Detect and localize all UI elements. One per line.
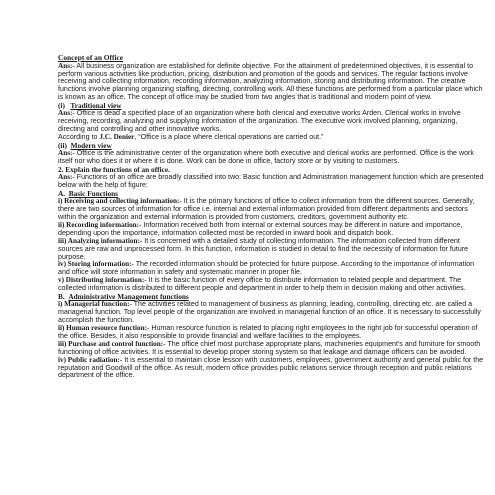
basic-function-item-text: It is concerned with a detailed study of collecting information. The information collected from different sources are raw and unprocessed form. In this function, information is studied in detail to find the necessity of information for future purpose.: [58, 236, 469, 261]
intro-text: All business organization are established for definite objective. For the attainment of predetermined objectives, it is essential to perform various activities like production, pricing, distribution and promotion of the goods and services. The regular factions involve receiving and collecting information, recording information, analyzing information, storing and distributing information. The creative functions involve planning organizing staffing, directing, controlling work. All these functions are performed from a particular place which is known as an office. The concept of office may be studied from two angles that is traditional and modern point of view.: [58, 61, 483, 102]
traditional-heading-text: Traditional view: [70, 101, 122, 111]
basic-function-item-text: It is the primary functions of office to collect information from the different sources. Generally, there are two sources of information for office i.e. internal and external information provided from different departments and sectors within the organization and external information is provided from customers, creditors, government authority etc.: [58, 197, 475, 221]
modern-heading-text: Modern view: [70, 140, 112, 150]
basic-function-item: [58, 238, 486, 262]
modern-paragraph: [58, 150, 486, 166]
admin-function-item: [58, 341, 486, 357]
basic-function-item-text: It is the basic function of every office to distribute information to related people and department. The collected information is distributed to different people and department in order to help them in decision making and other activities.: [58, 276, 466, 293]
document-page: [58, 54, 486, 486]
admin-function-item-label: i) Managerial function:-: [58, 300, 132, 309]
question2-paragraph: [58, 174, 486, 190]
quote-prefix: According to: [58, 133, 100, 142]
basic-function-item-label: i) Receiving and collecting information:-: [58, 197, 182, 206]
basic-function-item: [58, 277, 486, 293]
intro-paragraph: [58, 63, 486, 103]
basic-function-item-label: v) Distributing information:-: [58, 276, 147, 285]
question2-text: Functions of an office are broadly classified into two: Basic function and Administration management function which are presented below with the help of figure:: [58, 173, 484, 190]
concept-title-text: Concept of an Office: [58, 54, 124, 62]
admin-function-item-label: iii) Purchase and control function:-: [58, 339, 166, 348]
admin-function-item: [58, 357, 486, 381]
traditional-text: Office is dead a specified place of an organization where both clerical and executive works Arden. Clerical works in involve receiving, recording, analyzing and supplying information of the organization. The executive work involved planning, organizing, directing and controlling and other innovative works.: [58, 109, 461, 134]
admin-function-item-label: ii) Human resource function:-: [58, 323, 150, 332]
admin-function-item-text: The office chief most purchase appropriate plans, machineries equipment's and furniture for smooth functioning of office activities. It is essential to develop proper storing system so that leakage and damage officers can be avoided.: [58, 339, 481, 356]
admin-function-item-label: iv) Public radiation:-: [58, 355, 123, 364]
basic-functions-list: [58, 198, 486, 293]
modern-num: (ii): [58, 140, 67, 150]
traditional-num: (i): [58, 101, 65, 111]
basic-function-item-label: ii) Recording information:-: [58, 220, 142, 229]
section-a-heading-text: Basic Functions: [68, 188, 119, 198]
admin-function-item-text: The activities related to management of business as planning, leading, controlling, directing etc. are called a managerial function. Top level people of the organization are involved in managerial function of an office. It is necessary to successfully accomplish the function.: [58, 300, 481, 325]
basic-function-item: [58, 198, 486, 222]
question2-heading-text: 2. Explain the functions of an office.: [58, 164, 170, 174]
admin-function-item: [58, 301, 486, 325]
modern-text: Office is the administrative center of the organization where both executive and clerical works are performed. Office is the work itself nor who does it or where it is done. Work can be done in office, factory store or by visiting to customers.: [58, 149, 474, 166]
basic-function-item-label: iv) Storing information:-: [58, 260, 134, 269]
admin-function-item-text: Human resource function is related to placing right employees to the right job for successful operation of the office. Besides, it also responsible to provide financial and welfare facilities to the employees.: [58, 323, 478, 340]
quote-text: , “Office is a place where clerical operations are carried out.”: [134, 133, 324, 142]
basic-function-item-text: The recorded information should be protected for future purpose. According to the importance of information and office will store information in safety and systematic manner in proper file.: [58, 260, 475, 277]
intro-label: Ans:-: [58, 61, 75, 70]
basic-function-item: [58, 222, 486, 238]
traditional-paragraph: [58, 110, 486, 134]
basic-function-item-label: iii) Analyzing information:-: [58, 236, 143, 245]
traditional-label: Ans:-: [58, 109, 75, 118]
quote-author: J.C. Denier: [99, 133, 135, 142]
basic-function-item: [58, 261, 486, 277]
admin-functions-list: [58, 301, 486, 380]
section-a-num: A.: [58, 188, 66, 198]
question2-label: Ans:-: [58, 173, 75, 182]
section-b-num: B.: [58, 292, 65, 302]
basic-function-item-text: Information received both from internal or external sources may be different in nature and importance, depending upon the importance, information collected most be recorded in inward book and dispatch book.: [58, 220, 463, 237]
traditional-quote: [58, 134, 486, 142]
admin-function-item-text: It is essential to maintain close lesson with customers, employees, government authority and general public for the reputation and Goodwill of the office. As result, modern office provides public relations service through reception and public relations department of the office.: [58, 355, 484, 380]
modern-label: Ans:-: [58, 149, 75, 158]
section-b-heading-text: Administrative Management functions: [68, 292, 189, 302]
admin-function-item: [58, 325, 486, 341]
